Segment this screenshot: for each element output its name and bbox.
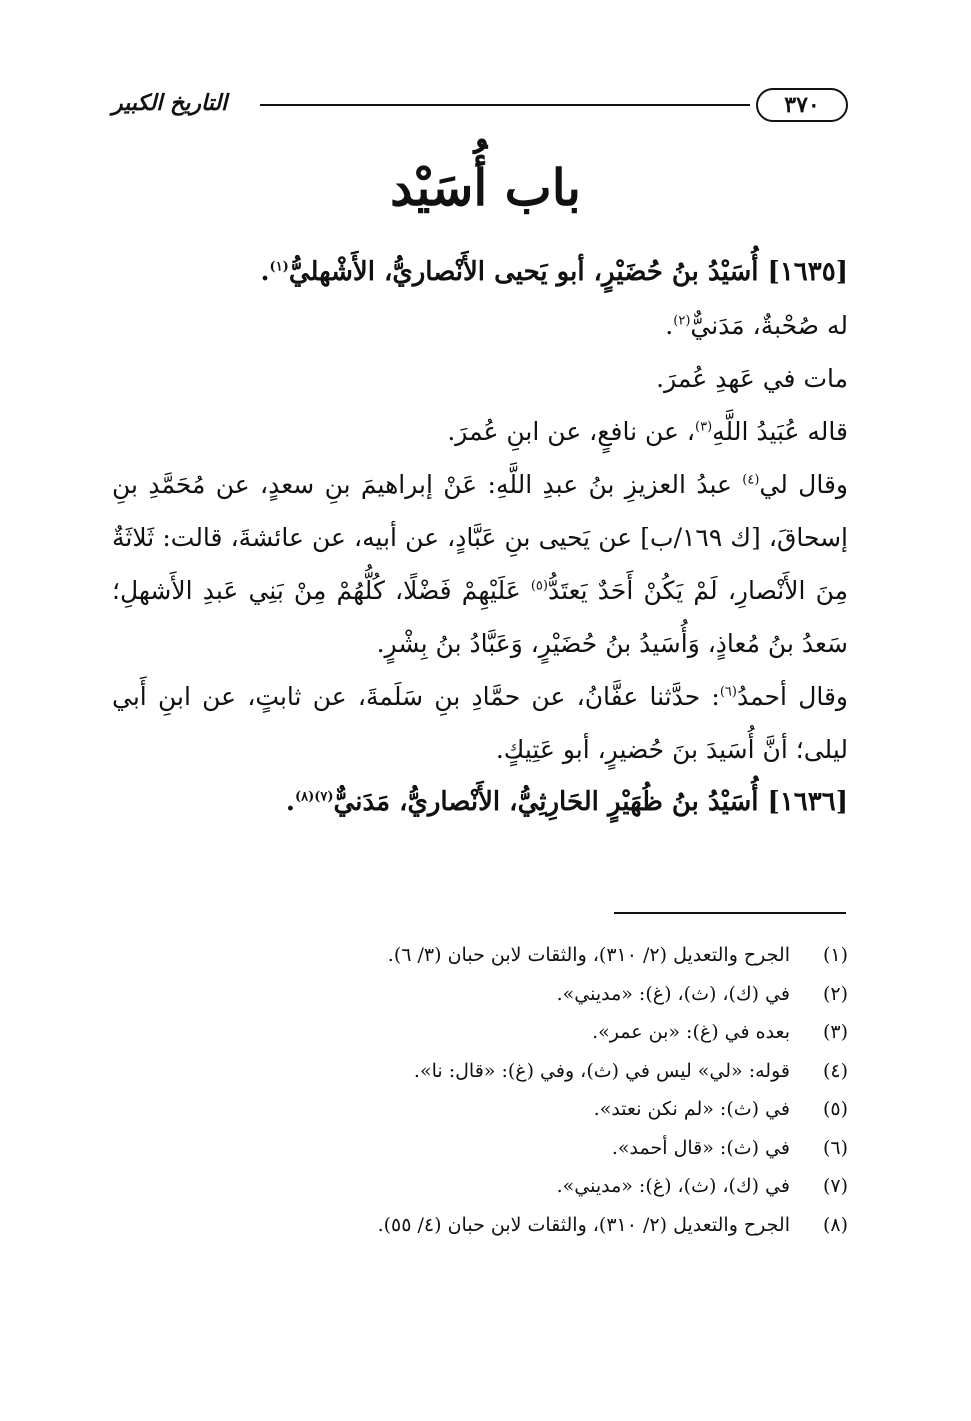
line-end: .: [665, 311, 674, 340]
line-text: ، عن نافعٍ، عن ابنِ عُمرَ.: [447, 417, 695, 446]
entry-name: أُسَيْدُ بنُ حُضَيْرٍ، أبو يَحيى الأَنْصاريُّ، الأَشْهليُّ: [288, 257, 759, 287]
entry-1636: [112, 776, 848, 829]
footnote: [112, 936, 848, 975]
line-said-2: [112, 458, 848, 670]
footnote: [112, 1052, 848, 1091]
footnote: [112, 975, 848, 1014]
footnote-text: بعده في (غ): «بن عمر».: [592, 1021, 790, 1043]
line-text: وقال أحمدُ: [736, 682, 849, 711]
footnote-text: في (ك)، (ث)، (غ): «مديني».: [556, 982, 790, 1005]
line-text: له صُحْبةٌ، مَدَنيٌّ: [690, 311, 848, 340]
footnote-number: (٥): [822, 1098, 848, 1120]
entry-1635: [112, 246, 848, 299]
footnote-text: في (ك)، (ث)، (غ): «مديني».: [556, 1175, 790, 1197]
footnote-number: (٢): [822, 982, 848, 1005]
footnote: [112, 1206, 848, 1245]
footnote-ref: (٦): [719, 684, 737, 700]
page-number: ٣٧٠: [756, 88, 848, 122]
footnote-ref: (٧)(٨): [294, 789, 334, 805]
footnote-number: (٦): [822, 1136, 848, 1159]
footnotes: [112, 936, 848, 1244]
line-death: مات في عَهدِ عُمرَ.: [656, 364, 848, 393]
entry-number: [١٦٣٦]: [767, 787, 848, 817]
line-said-1: [112, 405, 848, 458]
book-title: التاريخ الكبير: [112, 90, 228, 116]
footnote-ref: (٢): [673, 313, 691, 329]
footnote-text: قوله: «لي» ليس في (ث)، وفي (غ): «قال: نا».: [413, 1059, 790, 1082]
footnote-number: (١): [822, 944, 848, 966]
footnote-number: (٨): [822, 1213, 848, 1236]
footnote-number: (٣): [822, 1021, 848, 1043]
footnote: [112, 1129, 848, 1168]
footnote-ref: (٥): [530, 578, 548, 594]
footnote-ref: (٣): [695, 419, 713, 435]
entry-number: [١٦٣٥]: [767, 257, 848, 287]
footnote: [112, 1167, 848, 1206]
footnote-ref: (٤): [742, 472, 760, 488]
footnote-text: الجرح والتعديل (٢/ ٣١٠)، والثقات لابن حبان (٤/ ٥٥).: [377, 1213, 790, 1236]
entry-end: .: [285, 787, 295, 817]
body-text: [112, 246, 848, 829]
footnote-ref: (١): [269, 259, 289, 275]
footnote: [112, 1013, 848, 1052]
page-header: [112, 86, 848, 130]
line-text: : حدَّثنا عفَّانُ، عن حمَّادِ بنِ سَلَمةَ، عن ثابتٍ، عن ابنِ أَبي ليلى؛ أنَّ أُسَيدَ بنَ حُضيرٍ، أبو عَتِيكٍ.: [112, 682, 848, 764]
footnote-text: الجرح والتعديل (٢/ ٣١٠)، والثقات لابن حبان (٣/ ٦).: [387, 944, 790, 966]
line-text: قاله عُبَيدُ اللَّهِ: [712, 417, 848, 446]
entry-name: أُسَيْدُ بنُ ظُهَيْرٍ الحَارِثِيُّ، الأَنْصاريُّ، مَدَنيٌّ: [333, 787, 759, 817]
line-text: عبدُ العزيزِ بنُ عبدِ اللَّهِ: عَنْ إبراهيمَ بنِ سعدٍ، عن مُحَمَّدِ بنِ إسحاقَ، [ك ١٦٩/ب] عن يَحيى بنِ عَبَّادٍ، عن أبيه، عن عائشةَ، قالت: ثَلاثَةٌ مِنَ الأَنْصارِ، لَمْ يَكُنْ أَحَدٌ يَعتَدُّ: [112, 470, 848, 605]
footnote: [112, 1090, 848, 1129]
line-text: عَلَيْهِمْ فَضْلًا، كُلُّهُمْ مِنْ بَنِي عَبدِ الأَشهلِ؛ سَعدُ بنُ مُعاذٍ، وَأُسَيدُ بنُ حُضَيْرٍ، وَعَبَّادُ بنُ بِشْرٍ.: [112, 576, 848, 658]
footnote-number: (٧): [822, 1175, 848, 1197]
footnote-text: في (ث): «لم نكن نعتد».: [593, 1098, 790, 1120]
line-text: وقال لي: [759, 470, 848, 499]
line-companion: [112, 299, 848, 352]
header-rule: [260, 104, 750, 106]
entry-end: .: [260, 257, 270, 287]
footnote-number: (٤): [822, 1059, 848, 1082]
line-said-3: [112, 670, 848, 776]
chapter-title: باب أُسَيْد: [390, 158, 581, 217]
footnote-rule: [614, 912, 846, 914]
footnote-text: في (ث): «قال أحمد».: [611, 1136, 790, 1159]
